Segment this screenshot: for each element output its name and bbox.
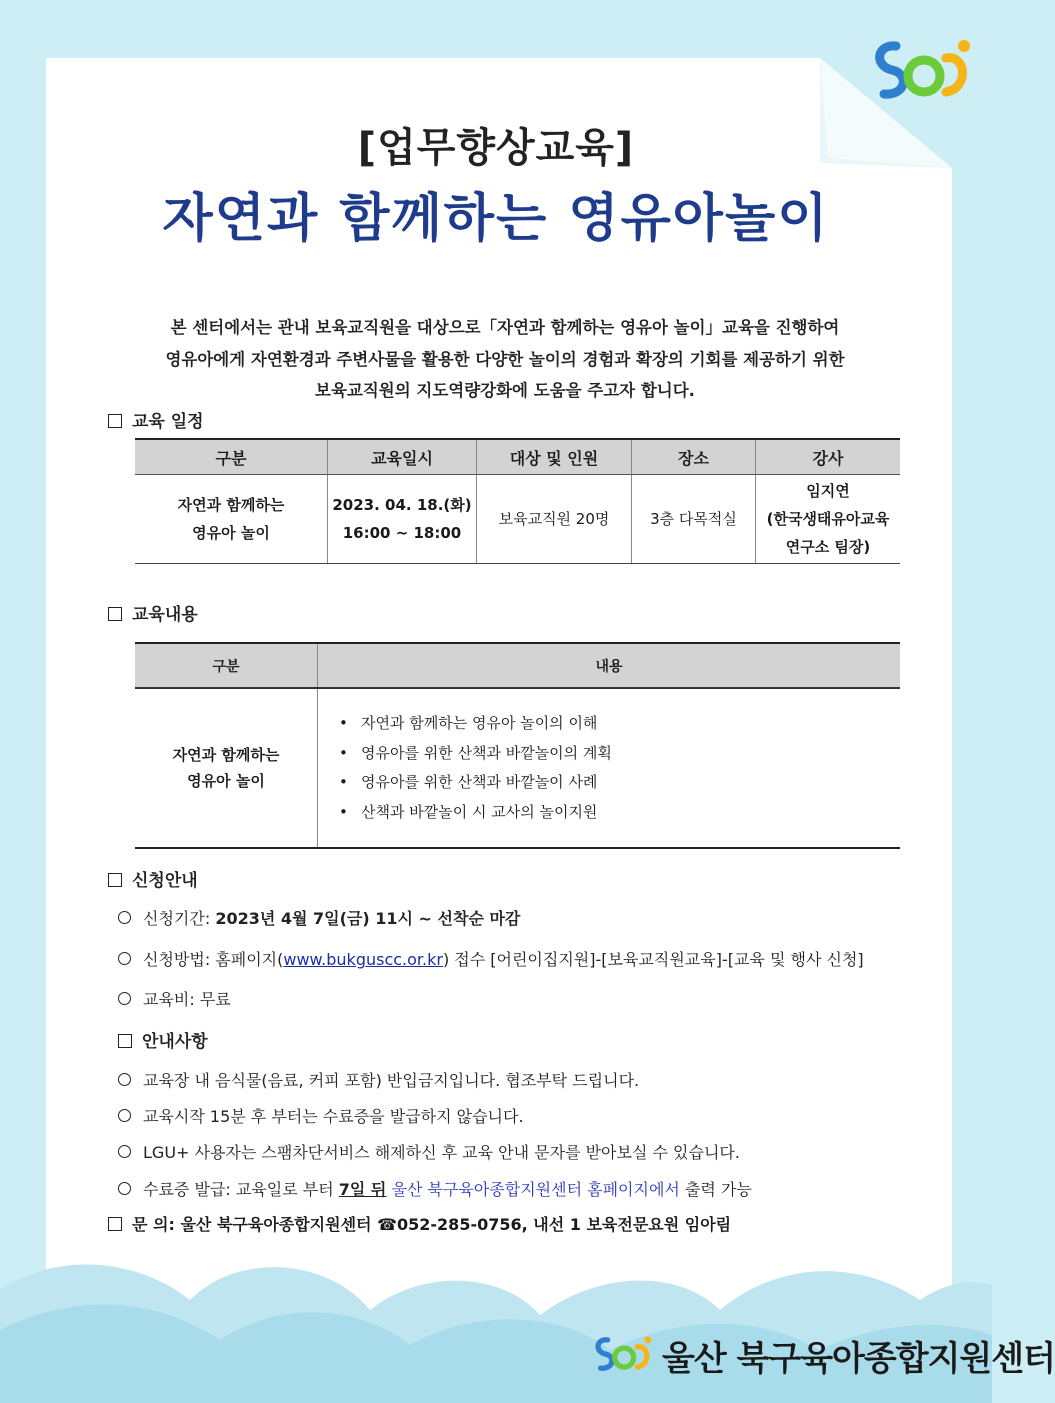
contact-line: 문 의: 울산 북구육아종합지원센터 ☎052-285-0756, 내선 1 보육전문요원 임아림: [108, 1212, 731, 1235]
table-header: 교육일시: [328, 439, 477, 475]
table-header: 구분: [135, 439, 328, 475]
notice-certificate: 수료증 발급: 교육일로 부터 7일 뒤 울산 북구육아종합지원센터 홈페이지에서 출력 가능: [118, 1177, 752, 1200]
footer-logo: [590, 1325, 1055, 1385]
list-item: • 자연과 함께하는 영유아 놀이의 이해: [339, 709, 899, 739]
circle-bullet-icon: [118, 1145, 131, 1158]
circle-bullet-icon: [118, 952, 131, 965]
list-item: • 영유아를 위한 산책과 바깥놀이의 계획: [339, 739, 899, 769]
org-name: 울산 북구육아종합지원센터: [662, 1339, 1055, 1379]
table-header: 구분: [135, 643, 318, 688]
schedule-datetime: 2023. 04. 18.(화) 16:00 ~ 18:00: [328, 475, 477, 564]
schedule-target: 보육교직원 20명: [477, 475, 632, 564]
content-heading: 교육내용: [108, 600, 198, 625]
circle-bullet-icon: [118, 1109, 131, 1122]
page-title: 자연과 함께하는 영유아놀이: [162, 189, 830, 249]
intro-line: 영유아에게 자연환경과 주변사물을 활용한 다양한 놀이의 경험과 확장의 기회를 제공하기 위한: [165, 349, 845, 369]
circle-bullet-icon: [118, 1073, 131, 1086]
circle-bullet-icon: [118, 911, 131, 924]
schedule-place: 3층 다목적실: [632, 475, 756, 564]
apply-fee: 교육비: 무료: [118, 987, 231, 1010]
table-header: 내용: [318, 643, 901, 688]
list-item: • 산책과 바깥놀이 시 교사의 놀이지원: [339, 798, 899, 828]
table-header-row: [135, 439, 900, 475]
table-row: [135, 688, 900, 848]
schedule-table: [135, 438, 900, 564]
schedule-heading: 교육 일정: [108, 407, 204, 432]
checkbox-icon: [108, 873, 122, 887]
circle-bullet-icon: [118, 992, 131, 1005]
notice-heading: 안내사항: [118, 1027, 208, 1052]
homepage-link[interactable]: www.bukguscc.or.kr: [283, 950, 443, 969]
table-header: 강사: [756, 439, 901, 475]
content-items: [318, 688, 901, 848]
checkbox-icon: [118, 1034, 132, 1048]
apply-method: 신청방법: 홈페이지(www.bukguscc.or.kr) 접수 [어린이집지원]-[보육교직원교육]-[교육 및 행사 신청]: [118, 947, 864, 970]
table-header: 대상 및 인원: [477, 439, 632, 475]
schedule-category: 자연과 함께하는 영유아 놀이: [135, 475, 328, 564]
content-table: [135, 642, 900, 849]
schedule-lecturer: 임지연 (한국생태유아교육 연구소 팀장): [756, 475, 901, 564]
apply-period: 신청기간: 2023년 4월 7일(금) 11시 ~ 선착순 마감: [118, 906, 520, 929]
intro-line: 보육교직원의 지도역량강화에 도움을 주고자 합니다.: [315, 381, 695, 400]
page-subtitle: [업무향상교육]: [357, 125, 635, 171]
list-item: • 영유아를 위한 산책과 바깥놀이 사례: [339, 768, 899, 798]
center-logo-icon: [590, 1325, 656, 1383]
table-header-row: [135, 643, 900, 688]
circle-bullet-icon: [118, 1182, 131, 1195]
table-header: 장소: [632, 439, 756, 475]
notice-item: 교육장 내 음식물(음료, 커피 포함) 반입금지입니다. 협조부탁 드립니다.: [118, 1068, 639, 1091]
intro-line: 본 센터에서는 관내 보육교직원을 대상으로「자연과 함께하는 영유아 놀이」교육을 진행하여: [170, 318, 840, 337]
content-category: 자연과 함께하는 영유아 놀이: [135, 688, 318, 848]
notice-item: 교육시작 15분 후 부터는 수료증을 발급하지 않습니다.: [118, 1104, 524, 1127]
center-logo-icon: [866, 36, 978, 104]
intro-paragraph: [110, 312, 900, 407]
notice-item: LGU+ 사용자는 스팸차단서비스 해제하신 후 교육 안내 문자를 받아보실 수 있습니다.: [118, 1140, 740, 1163]
checkbox-icon: [108, 607, 122, 621]
checkbox-icon: [108, 414, 122, 428]
checkbox-icon: [108, 1217, 122, 1231]
table-row: [135, 475, 900, 564]
apply-heading: 신청안내: [108, 866, 198, 891]
